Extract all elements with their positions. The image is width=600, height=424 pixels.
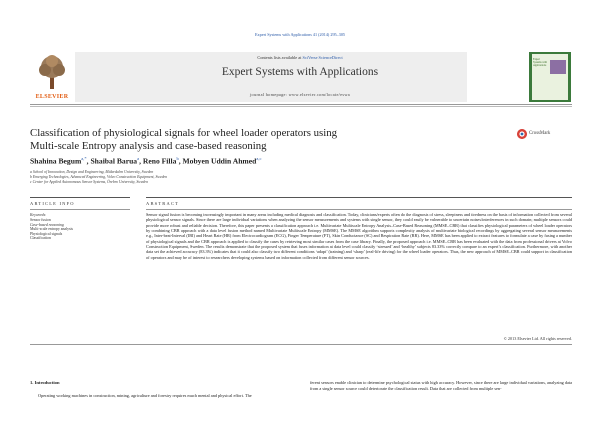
author-marks: a bbox=[137, 156, 140, 161]
journal-citation: Expert Systems with Applications 41 (2014) 295–305 bbox=[254, 32, 346, 37]
keyword[interactable]: Physiological signals bbox=[30, 231, 63, 236]
author-name[interactable]: Shahina Begum bbox=[30, 156, 82, 166]
contents-line: Contents lists available at SciVerse ScienceDirect bbox=[257, 55, 343, 60]
affiliation: a School of Innovation, Design and Engineering, Mälardalen University, Sweden bbox=[30, 170, 154, 174]
crossmark-label[interactable]: CrossMark bbox=[529, 131, 551, 136]
journal-cover-title: Expert Systems with Applications bbox=[533, 58, 547, 67]
author-name[interactable]: Reno Filla bbox=[142, 156, 177, 166]
copyright-notice: © 2013 Elsevier Ltd. All rights reserved. bbox=[503, 336, 572, 341]
intro-left-column: Operating working machines in construction, mining, agriculture and forestry requires much mental and physical effort. The bbox=[38, 393, 252, 398]
intro-right-column: ferent sensors enable clinician to determine psychological status with high accuracy. However, since there are large individual variations, analyzing data from a single sensor source could deteriorate the classification result. Data that are collected from multiple sen- bbox=[310, 380, 572, 391]
author-marks: a,* bbox=[81, 156, 87, 161]
abstract-rule-bottom bbox=[146, 209, 572, 210]
elsevier-wordmark: ELSEVIER bbox=[35, 94, 69, 100]
article-info-rule-bottom bbox=[30, 209, 130, 210]
author-name[interactable]: Shaibal Barua bbox=[90, 156, 138, 166]
article-info-rule-top bbox=[30, 197, 130, 198]
affiliation: b Emerging Technologies, Advanced Engineering, Volvo Construction Equipment, Sweden bbox=[30, 175, 168, 179]
keyword[interactable]: Multi-scale entropy analysis bbox=[30, 227, 74, 231]
journal-homepage[interactable]: journal homepage: www.elsevier.com/locate/eswa bbox=[250, 92, 350, 97]
crossmark-icon[interactable] bbox=[517, 129, 527, 139]
keywords-label: Keywords: bbox=[30, 213, 47, 217]
author-marks: b bbox=[176, 156, 179, 161]
article-title: Classification of physiological signals for wheel loader operators using Multi-scale Entropy analysis and case-based reasoning bbox=[30, 127, 338, 152]
article-info-heading: ARTICLE INFO bbox=[30, 201, 75, 206]
sciencedirect-link[interactable]: SciVerse ScienceDirect bbox=[302, 55, 343, 60]
abstract-rule-top bbox=[146, 197, 572, 198]
keyword[interactable]: Sensor fusion bbox=[30, 218, 51, 222]
author-marks: a,c bbox=[256, 156, 262, 161]
author-list: Shahina Begum$^{a,*}$, Shaibal Barua$^a$, Reno Filla$^b$, Mobyen Uddin Ahmed$^{a,c}$ bbox=[30, 156, 262, 166]
journal-cover-image bbox=[550, 60, 566, 74]
keyword[interactable]: Case-based reasoning bbox=[30, 222, 64, 227]
author-name[interactable]: Mobyen Uddin Ahmed bbox=[182, 156, 257, 166]
keyword[interactable]: Classification bbox=[30, 236, 51, 240]
abstract-end-rule bbox=[30, 344, 572, 345]
affiliation: c Center for Applied Autonomous Sensor Systems, Örebro University, Sweden bbox=[30, 180, 149, 184]
journal-title: Expert Systems with Applications bbox=[221, 66, 379, 78]
abstract-heading: ABSTRACT bbox=[146, 201, 180, 206]
abstract-text: Sensor signal fusion is becoming increasingly important in many areas including medical diagnosis and classification. Today, clinicians/experts often do the diagnosis of stress, sleepiness and tiredness on the basis of information collected from several physiological sensor signals. Since there are large individual variations when analyzing the sensor measurements and systems with single sensor, they could easily be vulnerable to uncertain noises/interferences in such domain; multiple sensors could provide more robust and reliable decision. Therefore, this paper presents a classification approach i.e. Multivariate Multiscale Entropy Analysis–Case-Based Reasoning (MMSE–CBR) that classifies physiological parameters of wheel loader operators by combining CBR approach with a data level fusion method named Multivariate Multiscale Entropy (MMSE). The MMSE algorithm supports complexity analysis of multivariate biological recordings by aggregating several sensor measurements e.g., Inter-beat-Interval (IBI) and Heart Rate (HR) from Electrocardiogram (ECG), Finger Temperature (FT), Skin Conductance (SC) and Respiration Rate (RR). Here, MMSE has been applied to extract features to formulate a case by fusing a number of physiological signals and the CBR approach is applied to classify the cases by retrieving most similar cases from the case library. Finally, the proposed approach i.e. MMSE–CBR has been evaluated with the data from professional drivers at Volvo Construction Equipment, Sweden. The results demonstrate that the proposed system that fuses information at data level could classify ‘stressed’ and ‘healthy’ subjects 83.33% correctly compare to an expert’s classification. Furthermore, with another data set the achieved accuracy (83.3%) indicates that it could also classify two different conditions ‘adapt’ (training) and ‘sharp’ (real-life driving) for the wheel loader operators. Thus, the new approach of MMSE–CBR could support in classification of operators and may be of interest to researchers developing systems based on information collected from different sensor sources. bbox=[146, 212, 572, 260]
header-rule-thin bbox=[30, 106, 572, 107]
section-heading: 1. Introduction bbox=[30, 380, 60, 385]
header-rule bbox=[30, 104, 572, 105]
